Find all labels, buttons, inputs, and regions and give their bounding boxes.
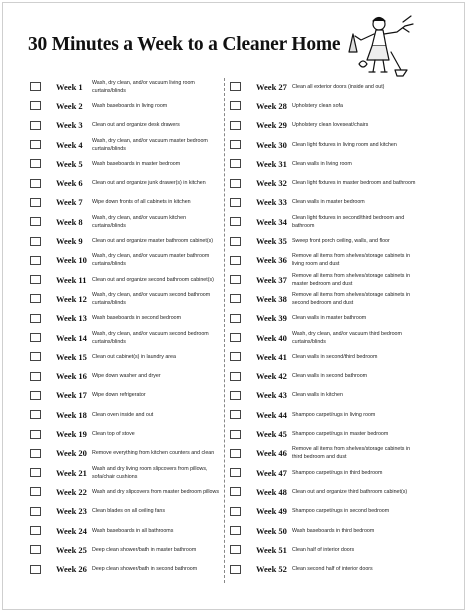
week-label: Week 33 [256, 197, 287, 208]
week-row [30, 193, 220, 212]
week-row [230, 347, 420, 366]
week-task: Shampoo carpet/rugs in second bedroom [292, 508, 390, 515]
week-checkbox[interactable] [230, 179, 241, 188]
week-row [30, 386, 220, 405]
week-label: Week 44 [256, 409, 287, 420]
week-checkbox[interactable] [30, 294, 41, 303]
week-row [30, 502, 220, 521]
week-task: Deep clean shower/bath in second bathroom [92, 566, 198, 573]
week-checkbox[interactable] [230, 140, 241, 149]
week-row [30, 270, 220, 289]
week-label: Week 22 [56, 486, 87, 497]
week-checkbox[interactable] [30, 372, 41, 381]
week-checkbox[interactable] [230, 507, 241, 516]
week-task: Remove all items from shelves/storage cabinets in third bedroom and dust [292, 446, 411, 461]
week-row [230, 174, 420, 193]
week-checkbox[interactable] [230, 217, 241, 226]
week-label: Week 34 [256, 216, 287, 227]
week-label: Week 1 [56, 81, 83, 92]
week-task: Shampoo carpet/rugs in living room [292, 411, 376, 418]
week-label: Week 52 [256, 564, 287, 575]
week-row [230, 540, 420, 559]
week-task: Clean out cabinet(s) in laundry area [92, 353, 176, 360]
week-row [230, 116, 420, 135]
week-row [230, 309, 420, 328]
week-checkbox[interactable] [230, 198, 241, 207]
week-checkbox[interactable] [30, 430, 41, 439]
week-task: Wipe down washer and dryer [92, 373, 161, 380]
week-row [230, 270, 420, 289]
week-row [230, 521, 420, 540]
week-task: Clean top of stove [92, 431, 135, 438]
week-row [230, 560, 420, 579]
week-task: Clean out and organize third bathroom cabinet(s) [292, 488, 408, 495]
week-label: Week 49 [256, 506, 287, 517]
week-checkbox[interactable] [230, 545, 241, 554]
week-row [30, 154, 220, 173]
week-checkbox[interactable] [230, 101, 241, 110]
week-label: Week 21 [56, 467, 87, 478]
week-label: Week 17 [56, 390, 87, 401]
week-checkbox[interactable] [30, 545, 41, 554]
week-row [30, 424, 220, 443]
week-task: Clean blades on all ceiling fans [92, 508, 166, 515]
week-label: Week 51 [256, 544, 287, 555]
week-task: Remove all items from shelves/storage cabinets in second bedroom and dust [292, 291, 411, 306]
week-label: Week 20 [56, 448, 87, 459]
week-label: Week 41 [256, 351, 287, 362]
week-label: Week 47 [256, 467, 287, 478]
week-checkbox[interactable] [230, 352, 241, 361]
week-label: Week 4 [56, 139, 83, 150]
week-checkbox[interactable] [230, 121, 241, 130]
week-row [230, 424, 420, 443]
week-row [30, 116, 220, 135]
week-row [230, 193, 420, 212]
week-label: Week 32 [256, 178, 287, 189]
week-row [30, 560, 220, 579]
column-divider [224, 78, 225, 583]
week-row [30, 521, 220, 540]
week-row [230, 154, 420, 173]
week-label: Week 5 [56, 158, 83, 169]
week-row [230, 212, 420, 231]
week-row [230, 328, 420, 347]
week-row [230, 444, 420, 463]
week-task: Wash, dry clean, and/or vacuum kitchen curtains/blinds [92, 214, 187, 229]
week-label: Week 46 [256, 448, 287, 459]
week-checkbox[interactable] [230, 237, 241, 246]
week-task: Shampoo carpet/rugs in third bedroom [292, 469, 383, 476]
week-row [230, 96, 420, 115]
week-checkbox[interactable] [230, 159, 241, 168]
week-task: Wipe down fronts of all cabinets in kitchen [92, 199, 191, 206]
week-checkbox[interactable] [230, 410, 241, 419]
week-row [30, 347, 220, 366]
week-checkbox[interactable] [230, 256, 241, 265]
week-label: Week 48 [256, 486, 287, 497]
week-task: Clean second half of interior doors [292, 566, 373, 573]
cleaning-woman-illustration [345, 12, 415, 80]
week-row [230, 463, 420, 482]
week-row [30, 540, 220, 559]
week-label: Week 28 [256, 100, 287, 111]
week-label: Week 13 [56, 313, 87, 324]
week-task: Wash, dry clean, and/or vacuum master bedroom curtains/blinds [92, 137, 208, 152]
week-task: Clean walls in living room [292, 160, 352, 167]
week-task: Wash, dry clean, and/or vacuum living room curtains/blinds [92, 79, 195, 94]
week-label: Week 27 [256, 81, 287, 92]
week-task: Clean oven inside and out [92, 411, 154, 418]
week-task: Clean walls in master bedroom [292, 199, 365, 206]
week-row [30, 135, 220, 154]
week-label: Week 18 [56, 409, 87, 420]
week-label: Week 45 [256, 429, 287, 440]
week-checkbox[interactable] [230, 275, 241, 284]
week-checkbox[interactable] [30, 449, 41, 458]
week-checkbox[interactable] [30, 314, 41, 323]
week-label: Week 6 [56, 178, 83, 189]
week-label: Week 42 [256, 371, 287, 382]
week-checkbox[interactable] [30, 159, 41, 168]
week-label: Week 9 [56, 236, 83, 247]
week-label: Week 12 [56, 293, 87, 304]
week-label: Week 39 [256, 313, 287, 324]
week-label: Week 26 [56, 564, 87, 575]
week-checkbox[interactable] [30, 468, 41, 477]
week-checkbox[interactable] [30, 198, 41, 207]
week-row [30, 463, 220, 482]
week-row [30, 289, 220, 308]
week-checkbox[interactable] [230, 372, 241, 381]
week-task: Clean out and organize desk drawers [92, 122, 180, 129]
week-row [30, 367, 220, 386]
week-task: Wash baseboards in all bathrooms [92, 527, 174, 534]
week-task: Clean light fixtures in second/third bedroom and bathroom [292, 214, 405, 229]
week-checkbox[interactable] [230, 82, 241, 91]
week-task: Remove all items from shelves/storage cabinets in living room and dust [292, 253, 411, 268]
week-row [230, 77, 420, 96]
week-label: Week 8 [56, 216, 83, 227]
week-checkbox[interactable] [30, 333, 41, 342]
week-task: Clean out and organize second bathroom cabinet(s) [92, 276, 214, 283]
week-task: Wash baseboards in master bedroom [92, 160, 181, 167]
page-title: 30 Minutes a Week to a Cleaner Home [28, 34, 341, 55]
week-row [30, 482, 220, 501]
week-label: Week 36 [256, 255, 287, 266]
week-row [30, 96, 220, 115]
week-checkbox[interactable] [230, 314, 241, 323]
week-label: Week 50 [256, 525, 287, 536]
week-checkbox[interactable] [30, 391, 41, 400]
week-task: Clean walls in kitchen [292, 392, 343, 399]
week-task: Clean light fixtures in master bedroom and bathroom [292, 180, 416, 187]
week-task: Shampoo carpet/rugs in master bedroom [292, 431, 389, 438]
week-checkbox[interactable] [30, 140, 41, 149]
week-row [30, 174, 220, 193]
week-label: Week 23 [56, 506, 87, 517]
week-checkbox[interactable] [30, 275, 41, 284]
week-label: Week 37 [256, 274, 287, 285]
week-row [230, 405, 420, 424]
week-task: Deep clean shower/bath in master bathroom [92, 546, 197, 553]
week-checkbox[interactable] [30, 256, 41, 265]
week-task: Wash, dry clean, and/or vacuum third bedroom curtains/blinds [292, 330, 402, 345]
week-task: Clean walls in second bathroom [292, 373, 368, 380]
week-checkbox[interactable] [30, 526, 41, 535]
week-row [230, 386, 420, 405]
week-label: Week 14 [56, 332, 87, 343]
week-task: Remove everything from kitchen counters and clean [92, 450, 215, 457]
week-label: Week 19 [56, 429, 87, 440]
week-row [30, 251, 220, 270]
week-checkbox[interactable] [230, 391, 241, 400]
week-checkbox[interactable] [230, 565, 241, 574]
week-checkbox[interactable] [30, 487, 41, 496]
week-checkbox[interactable] [30, 217, 41, 226]
week-task: Clean all exterior doors (inside and out) [292, 83, 385, 90]
week-checkbox[interactable] [230, 487, 241, 496]
week-label: Week 29 [256, 120, 287, 131]
week-task: Upholstery clean loveseat/chairs [292, 122, 369, 129]
week-task: Clean half of interior doors [292, 546, 355, 553]
week-checkbox[interactable] [230, 468, 241, 477]
week-row [30, 231, 220, 250]
week-label: Week 16 [56, 371, 87, 382]
week-checkbox[interactable] [230, 333, 241, 342]
week-checkbox[interactable] [30, 179, 41, 188]
week-label: Week 38 [256, 293, 287, 304]
week-row [230, 251, 420, 270]
week-checkbox[interactable] [30, 237, 41, 246]
week-task: Clean out and organize junk drawer(s) in kitchen [92, 180, 206, 187]
week-task: Wash and dry slipcovers from master bedroom pillows [92, 488, 219, 495]
week-task: Clean light fixtures in living room and kitchen [292, 141, 397, 148]
week-label: Week 40 [256, 332, 287, 343]
week-label: Week 11 [56, 274, 87, 285]
week-row [230, 289, 420, 308]
week-row [230, 502, 420, 521]
week-checkbox[interactable] [230, 526, 241, 535]
week-task: Clean walls in second/third bedroom [292, 353, 378, 360]
week-row [30, 309, 220, 328]
week-label: Week 10 [56, 255, 87, 266]
week-task: Wash baseboards in third bedroom [292, 527, 375, 534]
week-task: Wash baseboards in living room [92, 102, 168, 109]
week-checkbox[interactable] [30, 565, 41, 574]
week-row [30, 405, 220, 424]
week-task: Clean walls in master bathroom [292, 315, 367, 322]
week-row [30, 444, 220, 463]
week-task: Clean out and organize master bathroom cabinet(s) [92, 238, 214, 245]
week-label: Week 30 [256, 139, 287, 150]
week-row [30, 77, 220, 96]
week-task: Wash and dry living room slipcovers from pillows, sofa/chair cushions [92, 465, 208, 480]
week-label: Week 2 [56, 100, 83, 111]
week-checkbox[interactable] [30, 82, 41, 91]
week-label: Week 25 [56, 544, 87, 555]
week-task: Sweep front porch ceiling, walls, and floor [292, 238, 390, 245]
week-row [30, 328, 220, 347]
week-checkbox[interactable] [30, 507, 41, 516]
week-label: Week 35 [256, 236, 287, 247]
week-checkbox[interactable] [230, 294, 241, 303]
week-row [230, 482, 420, 501]
week-label: Week 15 [56, 351, 87, 362]
week-label: Week 31 [256, 158, 287, 169]
week-checkbox[interactable] [30, 101, 41, 110]
week-label: Week 3 [56, 120, 83, 131]
week-checkbox[interactable] [230, 430, 241, 439]
week-task: Upholstery clean sofa [292, 102, 343, 109]
week-checkbox[interactable] [30, 352, 41, 361]
week-task: Wash baseboards in second bedroom [92, 315, 182, 322]
week-task: Wash, dry clean, and/or vacuum master bathroom curtains/blinds [92, 253, 210, 268]
week-row [230, 135, 420, 154]
week-task: Wash, dry clean, and/or vacuum second bedroom curtains/blinds [92, 330, 209, 345]
week-label: Week 7 [56, 197, 83, 208]
week-label: Week 43 [256, 390, 287, 401]
week-row [230, 231, 420, 250]
week-checkbox[interactable] [30, 121, 41, 130]
week-row [230, 367, 420, 386]
week-checkbox[interactable] [30, 410, 41, 419]
week-task: Wash, dry clean, and/or vacuum second bathroom curtains/blinds [92, 291, 211, 306]
week-task: Remove all items from shelves/storage cabinets in master bedroom and dust [292, 272, 411, 287]
week-checkbox[interactable] [230, 449, 241, 458]
week-task: Wipe down refrigerator [92, 392, 146, 399]
week-row [30, 212, 220, 231]
week-label: Week 24 [56, 525, 87, 536]
